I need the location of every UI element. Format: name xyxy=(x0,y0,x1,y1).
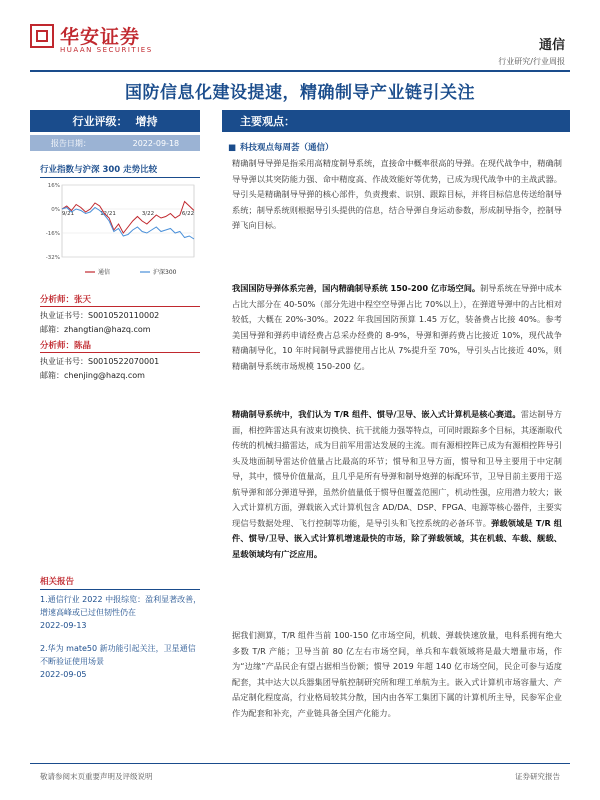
analyst-1-email[interactable]: 邮箱：zhangtian@hazq.com xyxy=(40,325,151,334)
rating-label: 行业评级： xyxy=(72,115,128,128)
index-chart xyxy=(40,180,200,280)
header-divider xyxy=(30,70,570,72)
rating-value: 增持 xyxy=(135,115,158,128)
chart-legend-label: 通信 xyxy=(98,269,111,276)
paragraph-market: 我国国防导弹体系完善，国内精确制导系统 150-200 亿市场空间。制导系统在导弹中成本占比大部分在 40-50%（部分先进中程空空导弹占比 70%以上），在弹道导弹中的占比相对较低，大概在 20%-30%。2022 年我国国防预算 1.45 万亿，装备费占比接 40%。参考美国导弹和弹药申请经费占总采办经费的 8-9%，导弹和弹药费占比接近 10%，现代战争精确制导化，10 年时间制导武器使用占比从 7%提升至 70%，导引头占比接近 40%，则精确制导系统市场规模 150-200 亿。 xyxy=(232,283,562,371)
footer-disclaimer: 敬请参阅末页重要声明及评级说明 xyxy=(40,772,153,781)
bullet-icon: ■ xyxy=(228,143,237,153)
chart-ytick-label: 0% xyxy=(51,207,60,213)
related-reports-divider xyxy=(40,589,200,590)
related-reports-title: 相关报告 xyxy=(40,577,75,587)
chart-title: 行业指数与沪深 300 走势比较 xyxy=(40,165,158,175)
logo-text: 华安证券 xyxy=(60,26,141,48)
footer-label: 证券研究报告 xyxy=(515,772,560,781)
paragraph-core-tracks: 精确制导系统中，我们认为 T/R 组件、惯导/卫导、嵌入式计算机是核心赛道。雷达制导方面，相控阵雷达具有波束切换快、抗干扰能力强等特点，可同时跟踪多个目标，其逐渐取代传统的机械扫描雷达，成为目前军用雷达发展的主流。而有源相控阵已成为有源相控阵导引头及地面制导雷达价值量占比最高的环节；惯导和卫导方面，惯导和卫导主要用于中定制导，其中，惯导价值量高，且几乎是所有导弹和制导炮弹的标配环节，卫导目前主要用于巡航导弹和部分弹道导弹，虽然价值量低于惯导但覆盖范围广，机动性强，应用潜力较大；嵌入式计算机方面，弹载嵌入式计算机包含 AD/DA、DSP、FPGA、电源等核心器件，主要实现信号数据处理、飞行控制等功能，是导引头和飞控系统的必备环节。弹载领域是 T/R 组件、惯导/卫导、嵌入式计算机增速最快的市场，除了弹载领域，其在机载、车载、舰载、星载领域均有广泛应用。 xyxy=(232,409,562,559)
chart-title-divider xyxy=(40,177,200,178)
chart-ytick-label: -32% xyxy=(45,255,60,261)
chart-xtick-label: 3/22 xyxy=(141,211,155,217)
chart-series-line-1 xyxy=(62,208,194,240)
analyst-2-license: 执业证书号：S0010522070001 xyxy=(40,357,160,366)
analyst-1-divider xyxy=(40,306,200,307)
chart-xtick-label: 12/21 xyxy=(100,211,116,217)
breadcrumb: 行业研究/行业周报 xyxy=(498,57,565,66)
chart-frame xyxy=(62,185,194,257)
rating-bar xyxy=(30,110,200,132)
chart-series-line-0 xyxy=(62,202,194,234)
logo-english: HUAAN SECURITIES xyxy=(60,46,153,54)
footer-divider xyxy=(30,763,570,764)
chart-xtick-label: 6/22 xyxy=(181,211,195,217)
analyst-2-divider xyxy=(40,352,200,353)
chart-ytick-label: 16% xyxy=(47,183,60,189)
analyst-1-license: 执业证书号：S0010520110002 xyxy=(40,311,160,320)
report-date-value: 2022-09-18 xyxy=(132,138,180,148)
report-date xyxy=(30,135,200,151)
analyst-1-label: 分析师：张天 xyxy=(40,295,92,305)
sector-label: 通信 xyxy=(538,38,565,53)
viewpoint-subheading: ■ 科技观点每周荟（通信） xyxy=(228,143,334,153)
logo-icon xyxy=(30,24,54,48)
chart-ytick-label: -16% xyxy=(45,231,60,237)
page-title: 国防信息化建设提速，精确制导产业链引关注 xyxy=(125,83,475,103)
chart-legend-label: 沪深300 xyxy=(153,269,177,276)
paragraph-estimate: 据我们测算，T/R 组件当前 100-150 亿市场空间，机载、弹载快速放量，电科系拥有绝大多数 T/R 产能；卫导当前 80 亿左右市场空间，单兵和车载领域将是最大增量市场，作为“边缘”产品民企有望占据相当份额；惯导 2019 年超 140 亿市场空间，民企可参与适度配套，其中达大以兵器集团导航控制研究所和理工单航为主。嵌入式计算机市场容量大、产品定制化程度高，行业格局较其分散，国内由各军工集团下属的计算机所主导，民参军企业作为配套和补充，产业链具备全国产化能力。 xyxy=(232,630,562,718)
analyst-2-label: 分析师：陈晶 xyxy=(40,341,92,351)
main-points-header: 主要观点： xyxy=(222,110,570,132)
analyst-2-email[interactable]: 邮箱：chenjing@hazq.com xyxy=(40,371,145,380)
report-date-label: 报告日期： xyxy=(50,138,91,148)
paragraph-intro: 精确制导导弹是指采用高精度制导系统，直接命中概率很高的导弹。在现代战争中，精确制导导弹以其突防能力强、命中精度高、作战效能好等优势，已成为现代战争中的主战武器。导引头是精确制导导弹的核心部件，负责搜索、识别、跟踪目标，并将目标信息传送给制导系统；制导系统则根据导引头提供的信息，结合导弹自身运动参数，形成制导指令，控制导弹飞向目标。 xyxy=(232,158,562,230)
related-report-2[interactable]: 2.华为 mate50 新功能引起关注，卫星通信不断验证使用场景 2022-09-05 xyxy=(40,644,196,679)
related-report-1[interactable]: 1.通信行业 2022 中报综览：盈利显著改善，增速高峰或已过但韧性仍在 2022-09-13 xyxy=(40,595,202,630)
chart-xtick-label: 9/21 xyxy=(61,211,75,217)
